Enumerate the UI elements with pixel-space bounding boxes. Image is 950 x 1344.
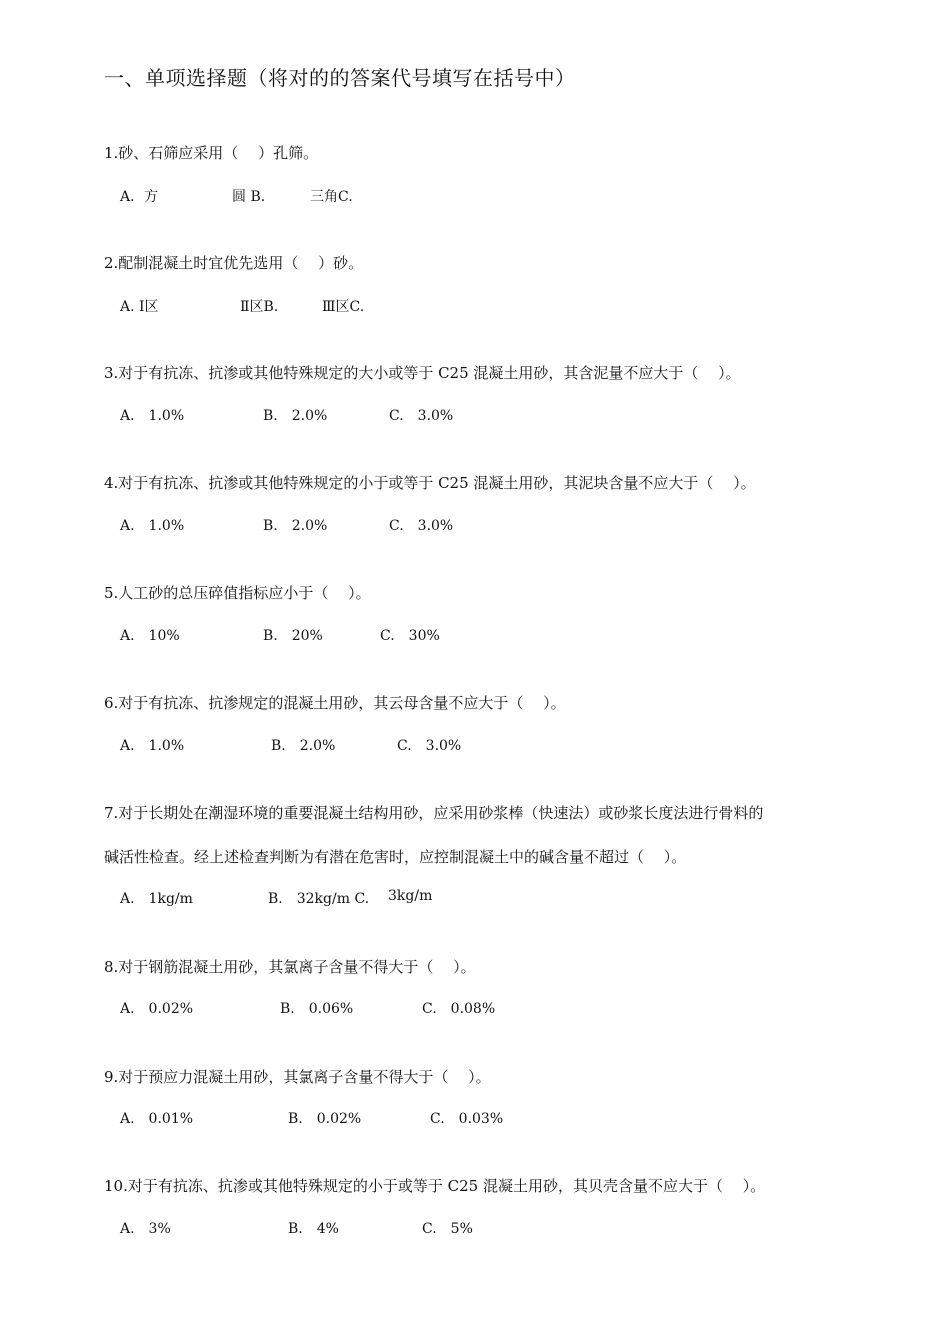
question-7-option-a: A. 1kg/m [120,891,193,907]
question-2-option-c: Ⅲ区C. [322,299,365,315]
section-heading: 一、单项选择题（将对的的答案代号填写在括号中） [104,66,576,90]
question-3-option-a: A. 1.0% [120,408,185,424]
question-1-option-c: 三角C. [310,189,353,205]
question-8-option-b: B. 0.06% [280,1001,354,1017]
question-7-option-c: 3kg/m [388,888,433,904]
question-4-option-b: B. 2.0% [263,518,328,534]
question-9-option-a: A. 0.01% [120,1111,194,1127]
question-5-option-a: A. 10% [120,628,180,644]
question-2-stem: 2.配制混凝土时宜优先选用（ ）砂。 [104,254,364,272]
question-8-option-a: A. 0.02% [120,1001,194,1017]
question-4-option-c: C. 3.0% [389,518,454,534]
question-7-stem: 7.对于长期处在潮湿环境的重要混凝土结构用砂，应采用砂浆棒（快速法）或砂浆长度法进行骨料的 [104,804,764,822]
question-7-option-b: B. 32kg/m C. [268,891,370,907]
question-6-option-b: B. 2.0% [271,738,336,754]
question-9-stem: 9.对于预应力混凝土用砂，其氯离子含量不得大于（ ）。 [104,1068,491,1086]
question-4-stem: 4.对于有抗冻、抗渗或其他特殊规定的小于或等于 C25 混凝土用砂，其泥块含量不应大于（ ）。 [104,474,756,492]
question-3-option-c: C. 3.0% [389,408,454,424]
question-8-option-c: C. 0.08% [422,1001,496,1017]
question-4-option-a: A. 1.0% [120,518,185,534]
question-6-stem: 6.对于有抗冻、抗渗规定的混凝土用砂，其云母含量不应大于（ ）。 [104,694,566,712]
question-2-option-b: Ⅱ区B. [240,299,279,315]
question-10-stem: 10.对于有抗冻、抗渗或其他特殊规定的小于或等于 C25 混凝土用砂，其贝壳含量不应大于（ ）。 [104,1177,766,1195]
question-10-option-a: A. 3% [120,1221,171,1237]
question-8-stem: 8.对于钢筋混凝土用砂，其氯离子含量不得大于（ ）。 [104,958,476,976]
question-1-stem: 1.砂、石筛应采用（ ）孔筛。 [104,144,319,162]
question-1-option-b: 圆 B. [232,189,266,205]
question-5-stem: 5.人工砂的总压碎值指标应小于（ ）。 [104,584,371,602]
question-10-option-c: C. 5% [422,1221,473,1237]
question-2-option-a: A. Ⅰ区 [120,299,159,315]
question-5-option-b: B. 20% [263,628,323,644]
question-9-option-c: C. 0.03% [430,1111,504,1127]
question-5-option-c: C. 30% [380,628,440,644]
question-10-option-b: B. 4% [288,1221,339,1237]
question-6-option-a: A. 1.0% [120,738,185,754]
question-7-stem-line2: 碱活性检查。经上述检查判断为有潜在危害时，应控制混凝土中的碱含量不超过（ ）。 [104,848,687,866]
question-9-option-b: B. 0.02% [288,1111,362,1127]
question-6-option-c: C. 3.0% [397,738,462,754]
question-3-option-b: B. 2.0% [263,408,328,424]
question-1-option-a: A．方 [120,189,159,205]
question-3-stem: 3.对于有抗冻、抗渗或其他特殊规定的大小或等于 C25 混凝土用砂，其含泥量不应大于（ ）。 [104,364,741,382]
